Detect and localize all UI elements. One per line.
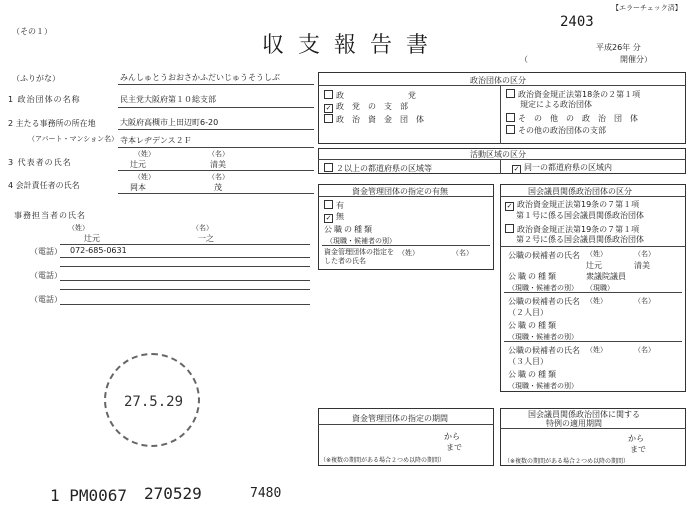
- office-value: 大阪府高槻市上田辺町6-20: [120, 118, 219, 127]
- tel-label-3: （電話）: [30, 295, 62, 304]
- acct-mei-label: （名）: [208, 173, 229, 181]
- fund-post-note: （現職・候補者の別）: [326, 237, 396, 245]
- acct-sei-label: （姓）: [134, 173, 155, 181]
- period-left-from: から: [444, 432, 460, 441]
- rep-label: 3 代表者の氏名: [8, 158, 72, 167]
- period-left-heading: 資金管理団体の指定の期間: [352, 414, 448, 423]
- document-number: 2403: [560, 14, 594, 30]
- org-type-party[interactable]: [324, 89, 416, 101]
- fund-mgmt-heading: 資金管理団体の指定の有無: [352, 187, 448, 196]
- checkbox-checked[interactable]: ✓: [513, 165, 520, 173]
- label: ２以上の都道府県の区域等: [336, 164, 432, 173]
- cand2-sei-label: （姓）: [586, 297, 607, 305]
- label: 同一の都道府県の区域内: [524, 163, 612, 172]
- paren-open: （: [520, 55, 528, 64]
- tel-label-1: （電話）: [30, 247, 62, 256]
- diet-org-heading: 国会議員関係政治団体の区分: [528, 187, 632, 196]
- fund-sei: （姓）: [398, 249, 419, 257]
- fund-designator-label: 資金管理団体の指定をした者の氏名: [324, 248, 394, 265]
- period-left-to: まで: [446, 443, 462, 452]
- acct-mei: 茂: [214, 183, 222, 192]
- checkbox[interactable]: [505, 224, 514, 233]
- label: 政治資金規正法第19条の７第１項: [517, 225, 640, 234]
- label: 政治資金規正法第19条の７第１項: [517, 200, 640, 209]
- org-name-label: 1 政治団体の名称: [8, 95, 81, 104]
- furigana-label: （ふりがな）: [12, 74, 60, 83]
- acct-sei: 岡本: [130, 183, 146, 192]
- checkbox[interactable]: [324, 90, 333, 99]
- cand3-mei-label: （名）: [634, 346, 655, 354]
- cand2-mei-label: （名）: [634, 297, 655, 305]
- apartment-label: （アパート・マンション名）: [28, 135, 119, 143]
- page-number: （その１）: [12, 27, 52, 36]
- handwritten-date: 270529: [144, 484, 202, 503]
- year-label: 平成26年 分: [596, 43, 641, 52]
- fund-mgmt-yes[interactable]: [324, 199, 344, 211]
- period-right-heading2: 特例の適用期間: [546, 419, 602, 428]
- post-note: （現職・候補者の別）: [508, 284, 578, 292]
- checkbox[interactable]: [506, 113, 515, 122]
- label: 政 治 資 金 団 体: [336, 115, 424, 124]
- rep-sei: 辻元: [130, 160, 146, 169]
- activity-single[interactable]: [512, 162, 612, 173]
- rep-mei: 清美: [210, 160, 226, 169]
- post3-note: （現職・候補者の別）: [508, 382, 578, 390]
- cand-mei-label: （名）: [634, 250, 655, 258]
- furigana-value: みんしゅとうおおさかふだいじゅうそうしぶ: [120, 73, 280, 82]
- post-status: （現職）: [586, 284, 614, 292]
- kaisai-label: 開催分）: [620, 55, 652, 64]
- checkbox-checked[interactable]: ✓: [325, 104, 332, 112]
- post3-label: 公職の種類: [508, 370, 558, 379]
- cand-sei-label: （姓）: [586, 250, 607, 258]
- fund-mgmt-no[interactable]: [324, 211, 344, 222]
- org-type-branch[interactable]: [324, 101, 408, 112]
- cand3-label: 公職の候補者の氏名（３人目）: [508, 346, 580, 366]
- label: そ の 他 の 政 治 団 体: [518, 114, 638, 123]
- cand2-label: 公職の候補者の氏名（２人目）: [508, 297, 580, 317]
- fund-post-type: 公職の種類: [324, 225, 374, 234]
- checkbox[interactable]: [506, 125, 515, 134]
- cand-sei: 辻元: [586, 261, 602, 270]
- staff-sei: 辻元: [84, 234, 100, 243]
- label: 無: [336, 212, 344, 221]
- rep-sei-label: （姓）: [134, 150, 155, 158]
- checkbox-checked[interactable]: ✓: [506, 202, 513, 210]
- tel-value: 072-685-0631: [70, 246, 127, 255]
- label: 政 党: [336, 91, 416, 100]
- diet-org-opt2-b: 第２号に係る国会議員関係政治団体: [516, 235, 644, 244]
- label: その他の政治団体の支部: [518, 126, 606, 135]
- period-right-heading1: 国会議員関係政治団体に関する: [528, 410, 640, 419]
- diet-org-opt1[interactable]: [505, 199, 639, 210]
- acct-label: 4 会計責任者の氏名: [8, 181, 80, 190]
- label: 政治資金規正法第18条の２第１項: [518, 90, 641, 99]
- handwritten-code: 1 PM0067: [50, 486, 128, 505]
- period-right-note: （※複数の期間がある場合２つめ以降の期間）: [504, 458, 630, 465]
- label: 政 党 の 支 部: [336, 102, 408, 111]
- label: 有: [336, 201, 344, 210]
- rep-mei-label: （名）: [208, 150, 229, 158]
- post2-label: 公職の種類: [508, 321, 558, 330]
- period-right-to: まで: [630, 445, 646, 454]
- handwritten-number: 7480: [250, 486, 282, 501]
- org-type-other-branch[interactable]: [506, 124, 606, 136]
- stamp-date: 27.5.29: [124, 394, 184, 410]
- period-left-note: （※複数の期間がある場合２つめ以降の期間）: [320, 457, 446, 464]
- cand-label: 公職の候補者の氏名: [508, 251, 580, 260]
- apartment-value: 寺本レヂデンス２Ｆ: [120, 136, 192, 145]
- org-name-value: 民主党大阪府第１０総支部: [120, 95, 216, 104]
- office-label: 2 主たる事務所の所在地: [8, 119, 96, 128]
- error-check-badge: 【エラーチェック済】: [612, 4, 682, 12]
- activity-multi[interactable]: [324, 162, 432, 174]
- fund-mei: （名）: [452, 249, 473, 257]
- post2-note: （現職・候補者の別）: [508, 333, 578, 341]
- cand3-sei-label: （姓）: [586, 346, 607, 354]
- org-type-fund[interactable]: [324, 113, 424, 125]
- org-type-heading: 政治団体の区分: [470, 76, 526, 85]
- staff-mei: 一之: [198, 234, 214, 243]
- post-value: 衆議院議員: [586, 272, 626, 281]
- activity-heading: 活動区域の区分: [470, 150, 526, 159]
- checkbox-checked[interactable]: ✓: [325, 214, 332, 222]
- org-type-other[interactable]: [506, 112, 638, 124]
- org-type-art18-b: 規定による政治団体: [520, 100, 592, 109]
- checkbox[interactable]: [324, 163, 333, 172]
- staff-label: 事務担当者の氏名: [14, 211, 86, 220]
- staff-mei-label: （名）: [192, 224, 213, 232]
- tel-label-2: （電話）: [30, 271, 62, 280]
- document-title: 収支報告書: [262, 33, 443, 58]
- staff-sei-label: （姓）: [68, 224, 89, 232]
- post-label: 公職の種類: [508, 272, 558, 281]
- checkbox[interactable]: [324, 114, 333, 123]
- diet-org-opt1-b: 第１号に係る国会議員関係政治団体: [516, 211, 644, 220]
- checkbox[interactable]: [506, 89, 515, 98]
- cand-mei: 清美: [634, 261, 650, 270]
- checkbox[interactable]: [324, 200, 333, 209]
- period-right-from: から: [628, 434, 644, 443]
